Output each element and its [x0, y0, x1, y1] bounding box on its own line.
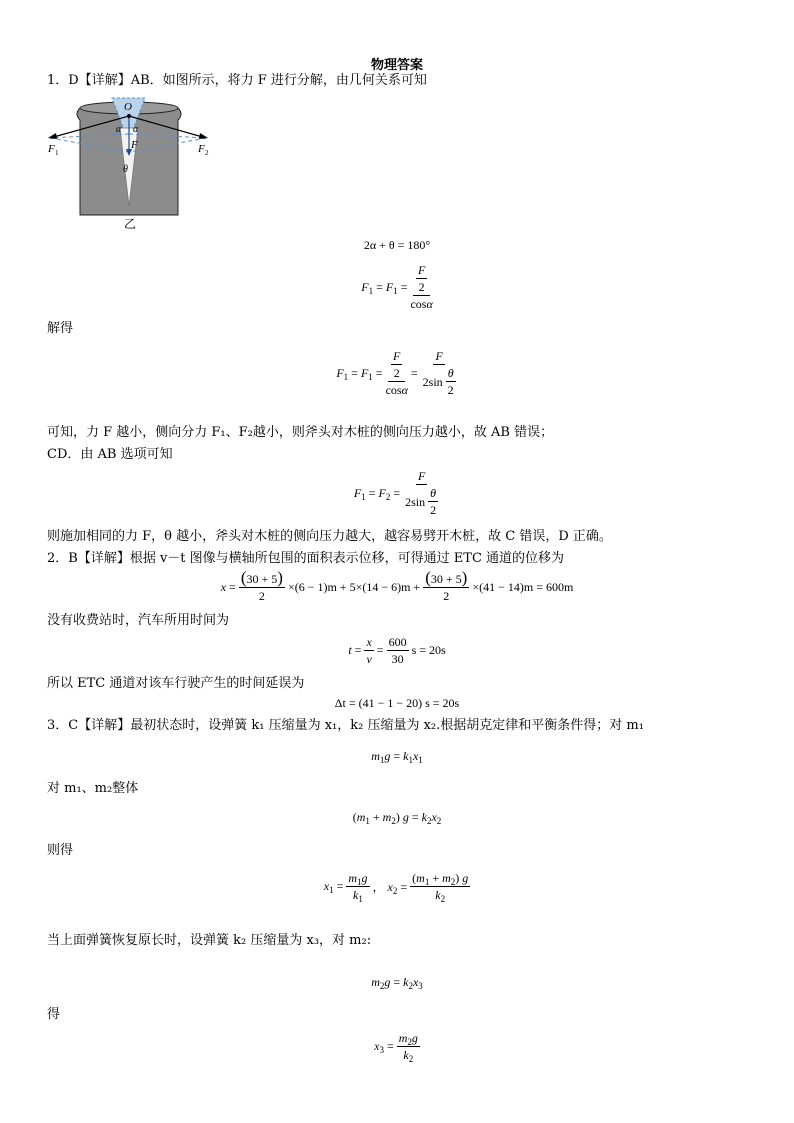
figure-caption: 乙 — [124, 217, 137, 231]
eq-time-result: s = 20s — [411, 643, 446, 657]
label-F2: F — [198, 143, 205, 155]
q1-jiede: 解得 — [47, 321, 74, 336]
eq-delay: Δt = (41 − 1 − 20) s = 20s — [334, 696, 460, 710]
label-theta: θ — [123, 164, 128, 175]
label-alpha-right: α — [133, 124, 139, 135]
q1-text-3: 则施加相同的力 F，θ 越小，斧头对木桩的侧向压力越大，越容易劈开木桩，故 C 错误，D 正确。 — [47, 529, 612, 544]
eq-angle-sum: 2α + θ = 180° — [363, 238, 431, 252]
label-F1-sub: 1 — [55, 149, 59, 157]
eq-x-end: ×(41 − 14)m = 600m — [472, 579, 574, 594]
eq-m1m2-balance: $(m_1 + m_2) g = k_2x_2$ — [352, 810, 442, 826]
q3-intro: 3．C【详解】最初状态时，设弹簧 k₁ 压缩量为 x₁，k₂ 压缩量为 x₂.根据胡克定律和平衡条件得；对 m₁ — [47, 718, 644, 733]
page-title: 物理答案 — [370, 58, 423, 73]
eq-f1-sin: $F_1 = F_1$ = $\frac{\frac{F}{2}}{\cos\alpha}$ = F 2sin $\frac{\theta}{2}$ — [336, 349, 454, 397]
q3-text-3: 当上面弹簧恢复原长时，设弹簧 k₂ 压缩量为 x₃，对 m₂: — [47, 933, 372, 948]
q3-text-2: 则得 — [47, 843, 74, 858]
q3-text-1: 对 m₁、m₂整体 — [47, 781, 139, 796]
eq-f1-f2-sin: $F_1 = F_2$ = F 2sin $\frac{\theta}{2}$ — [353, 469, 437, 517]
eq-displacement: x = $\frac{(30 + 5)}{2}$ ×(6 − 1)m + 5×(14 − 6)m + $\frac{(30 + 5)}{2}$ ×(41 − 14)m = 600m — [220, 568, 574, 603]
eq-m1-balance: $m_1g = k_1x_1$ — [371, 749, 423, 765]
label-alpha-left: α — [116, 124, 122, 135]
label-F2-sub: 2 — [205, 149, 209, 157]
q2-intro: 2．B【详解】根据 v－t 图像与横轴所包围的面积表示位移，可得通过 ETC 通道的位移为 — [47, 551, 565, 566]
label-F: F — [131, 139, 138, 151]
label-F1: F — [48, 143, 55, 155]
eq-x3: $x_3$ = $\frac{m_2g}{k_2}$ — [374, 1031, 418, 1064]
eq-x-mid: ×(6 − 1)m + 5×(14 − 6)m + — [287, 579, 421, 594]
label-O: O — [124, 101, 132, 113]
q2-text-2: 所以 ETC 通道对该车行驶产生的时间延误为 — [47, 676, 305, 691]
eq-m2-balance: $m_2g = k_2x_3$ — [371, 975, 423, 991]
q3-text-4: 得 — [47, 1007, 61, 1022]
q1-intro: 1．D【详解】AB．如图所示，将力 F 进行分解，由几何关系可知 — [47, 73, 427, 88]
q1-text-1: 可知，力 F 越小，侧向分力 F₁、F₂越小，则斧头对木桩的侧向压力越小，故 AB 错误； — [47, 425, 554, 440]
axe-figure — [44, 94, 216, 234]
eq-f1-cos: $F_1 = F_1$ = $\frac{\frac{F}{2}}{\cos\alpha}$ — [361, 263, 433, 311]
eq-x1-x2: $x_1$ = $\frac{m_1g}{k_1}$ ， $x_2$ = $\frac{(m_1 + m_2) g}{k_2}$ — [323, 871, 469, 904]
q2-text-1: 没有收费站时，汽车所用时间为 — [47, 613, 230, 628]
eq-time: t = $\frac{x}{v}$ = $\frac{600}{30}$ s = 20s — [348, 635, 446, 666]
q1-text-2: CD．由 AB 选项可知 — [47, 447, 173, 462]
